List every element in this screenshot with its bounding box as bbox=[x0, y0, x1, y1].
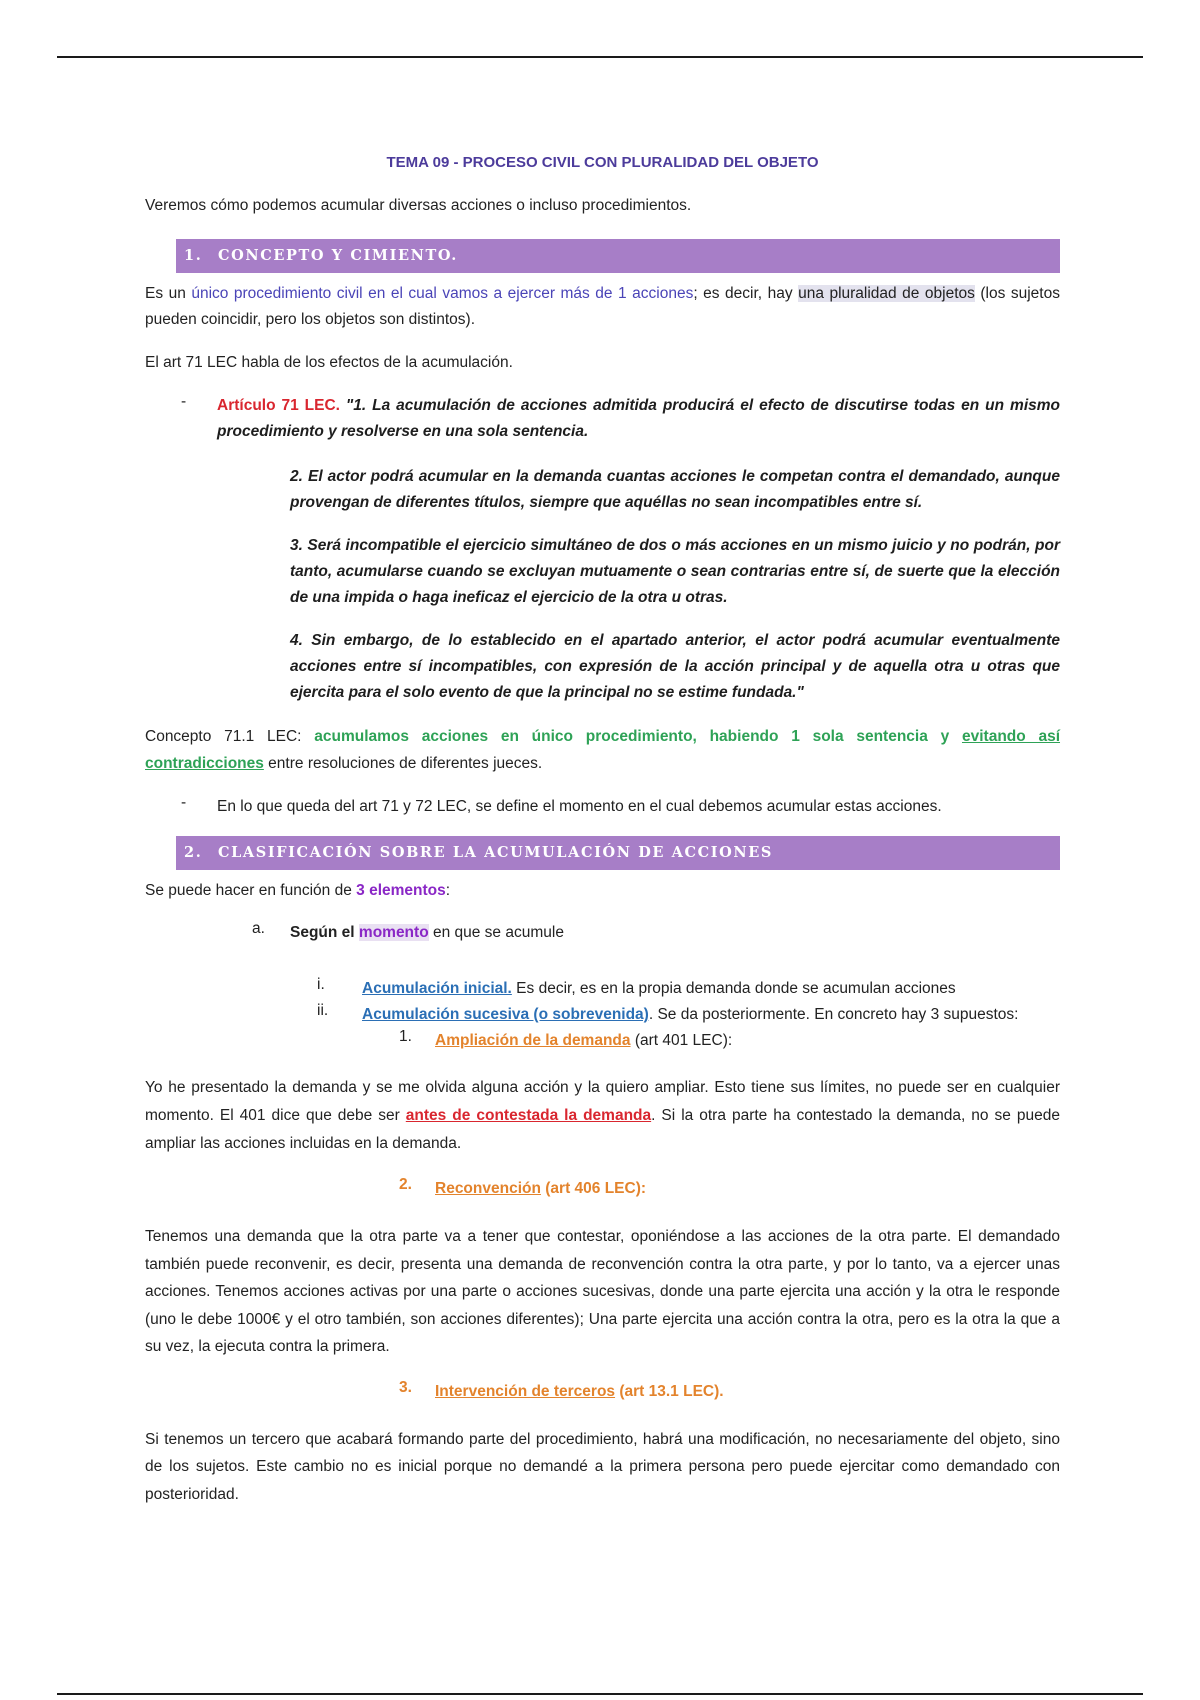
page-title: TEMA 09 - PROCESO CIVIL CON PLURALIDAD DEL OBJETO bbox=[386, 154, 819, 171]
list-marker: i. bbox=[317, 976, 325, 993]
bullet-dash: - bbox=[181, 393, 187, 410]
text-run: : bbox=[445, 882, 451, 899]
text-run: (art 406 LEC): bbox=[540, 1180, 647, 1197]
section-label: CLASIFICACIÓN SOBRE LA ACUMULACIÓN DE ACCIONES bbox=[218, 844, 773, 861]
text-run: ; es decir, hay bbox=[693, 285, 799, 302]
highlight-run: una pluralidad de objetos bbox=[798, 285, 975, 302]
bullet-text: En lo que queda del art 71 y 72 LEC, se define el momento en el cual debemos acumular estas acciones. bbox=[217, 798, 942, 815]
list-item-1 bbox=[145, 1028, 1060, 1054]
concept-paragraph bbox=[145, 281, 1060, 333]
list-marker: 1. bbox=[399, 1028, 412, 1045]
list-marker: ii. bbox=[317, 1002, 329, 1019]
top-rule bbox=[57, 56, 1143, 58]
link-text: Acumulación sucesiva (o sobrevenida) bbox=[362, 1006, 649, 1023]
text-run: Es decir, es en la propia demanda donde se acumulan acciones bbox=[511, 980, 956, 997]
bottom-rule bbox=[57, 1693, 1143, 1695]
article-name: Artículo 71 LEC. bbox=[217, 397, 340, 414]
text-run: Se puede hacer en función de bbox=[145, 882, 357, 899]
intro-paragraph: Veremos cómo podemos acumular diversas acciones o incluso procedimientos. bbox=[145, 197, 692, 214]
article-quote-4: 4. Sin embargo, de lo establecido en el apartado anterior, el actor podrá acumular eventualmente acciones entre sí incompatibles, con expresión de la acción principal y de aquella otra u otras que ejercita para el solo evento de que la principal no se estime fundada." bbox=[290, 632, 1060, 701]
list-item-2 bbox=[145, 1176, 1060, 1202]
text-run: (art 13.1 LEC). bbox=[615, 1382, 724, 1400]
bullet-dash: - bbox=[181, 794, 187, 811]
link-text: Ampliación de la demanda bbox=[435, 1032, 631, 1049]
list-item-ii bbox=[145, 1002, 1060, 1028]
article-quote-1: "1. La acumulación de acciones admitida producirá el efecto de discutirse todas en un mismo procedimiento y resolverse en una sola sentencia. bbox=[217, 397, 1060, 440]
list-item-3 bbox=[145, 1379, 1060, 1405]
highlight-run: momento bbox=[358, 924, 429, 941]
text-run: en que se acumule bbox=[428, 924, 564, 941]
text-run: Según el bbox=[290, 924, 359, 941]
highlight-run: antes de contestada la demanda bbox=[405, 1107, 652, 1124]
text-run: Concepto 71.1 LEC: bbox=[145, 728, 315, 745]
section-label: CONCEPTO Y CIMIENTO. bbox=[218, 247, 458, 264]
text-run: Yo he presentado la demanda y se me olvida alguna acción y la quiero ampliar. Esto tiene sus límites, no puede ser en cualquier momento. El 401 dice que debe ser bbox=[145, 1079, 1060, 1124]
link-text: Acumulación inicial. bbox=[362, 980, 512, 997]
section-heading-1 bbox=[176, 239, 1060, 273]
text-run: . Si la otra parte ha contestado la demanda, no se puede ampliar las acciones incluidas en la demanda. bbox=[145, 1107, 1061, 1152]
text-run: Es un bbox=[145, 285, 192, 302]
list-marker: a. bbox=[252, 920, 265, 937]
document-body bbox=[145, 150, 1060, 1508]
list-item-a bbox=[145, 920, 1060, 946]
section-number: 1. bbox=[184, 247, 203, 264]
third-parties-paragraph: Si tenemos un tercero que acabará formando parte del procedimiento, habrá una modificación, no necesariamente del objeto, sino de los sujetos. Este cambio no es inicial porque no demandé a la primera persona pero puede ejercitar como demandado con posterioridad. bbox=[145, 1430, 1060, 1503]
highlight-run: único procedimiento civil en el cual vamos a ejercer más de 1 acciones bbox=[191, 285, 694, 302]
reconvention-paragraph: Tenemos una demanda que la otra parte va a tener que contestar, oponiéndose a las acciones de la otra parte. El demandado también puede reconvenir, es decir, presenta una demanda de reconvención contra la otra parte, y por lo tanto, va a ejercer unas acciones. Tenemos acciones activas por una parte o acciones sucesivas, donde una parte ejercita una acción y la otra le responde (uno le debe 1000€ y el otro también, son acciones diferentes); Una parte ejercita una acción contra la otra, pero es la otra la que a su vez, la ejecuta contra la primera. bbox=[145, 1228, 1060, 1355]
text-run: (los sujetos pueden coincidir, pero los objetos son distintos). bbox=[145, 285, 1060, 328]
article-quote-2: 2. El actor podrá acumular en la demanda cuantas acciones le competan contra el demandado, aunque provengan de diferentes títulos, siempre que aquéllas no sean incompatibles entre sí. bbox=[290, 468, 1060, 511]
text-run: . Se da posteriormente. En concreto hay 3 supuestos: bbox=[648, 1006, 1019, 1023]
section-number: 2. bbox=[184, 844, 203, 861]
highlight-run: acumulamos acciones en único procedimiento, habiendo 1 sola sentencia y bbox=[314, 728, 962, 745]
highlight-run: evitando así contradicciones bbox=[145, 728, 1061, 772]
amplification-paragraph bbox=[145, 1074, 1060, 1158]
list-marker: 2. bbox=[399, 1176, 412, 1193]
text-run: (art 401 LEC): bbox=[630, 1032, 733, 1049]
text-run: entre resoluciones de diferentes jueces. bbox=[263, 755, 543, 772]
elements-paragraph bbox=[145, 878, 1060, 904]
effects-paragraph: El art 71 LEC habla de los efectos de la acumulación. bbox=[145, 354, 513, 371]
section-heading-2 bbox=[176, 836, 1060, 870]
article-bullet bbox=[145, 393, 1060, 445]
moment-bullet bbox=[145, 794, 1060, 820]
link-text: Intervención de terceros bbox=[435, 1382, 616, 1400]
article-quote-3: 3. Será incompatible el ejercicio simultáneo de dos o más acciones en un mismo juicio y no podrán, por tanto, acumularse cuando se excluyan mutuamente o sean contrarias entre sí, de suerte que la elección de una impida o haga ineficaz el ejercicio de la otra u otras. bbox=[290, 537, 1060, 606]
link-text: Reconvención bbox=[435, 1180, 541, 1197]
list-marker: 3. bbox=[399, 1378, 412, 1396]
concept-71-paragraph bbox=[145, 723, 1060, 777]
highlight-run: 3 elementos bbox=[356, 882, 446, 899]
list-item-i bbox=[145, 976, 1060, 1002]
